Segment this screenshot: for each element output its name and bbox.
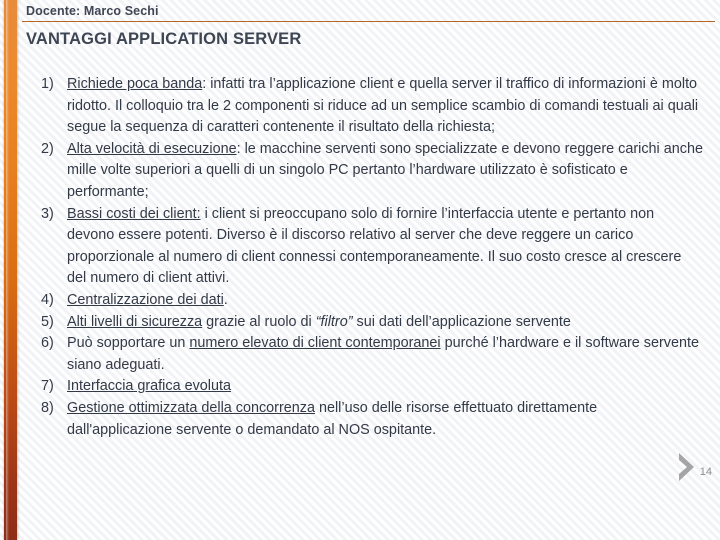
list-marker: 4) <box>41 291 54 308</box>
list-item <box>36 376 704 398</box>
advantages-list <box>36 74 704 441</box>
list-item <box>36 398 704 441</box>
list-item-prefix: Può sopportare un <box>67 335 190 352</box>
teacher-label: Docente: Marco Sechi <box>26 4 159 18</box>
list-item-emphasis: “filtro” <box>315 313 353 330</box>
list-item-text <box>67 312 704 334</box>
list-item <box>36 139 704 204</box>
list-item-body: purché l’hardware e il software servente siano adeguati. <box>67 335 699 373</box>
list-marker: 2) <box>41 140 54 157</box>
list-item-lead: Interfaccia grafica evoluta <box>67 378 231 395</box>
list-marker: 1) <box>41 76 54 92</box>
list-item-text <box>67 139 704 204</box>
list-item-text <box>67 376 704 398</box>
page-title: VANTAGGI APPLICATION SERVER <box>26 30 302 48</box>
list-item-lead: Bassi costi dei client: <box>67 205 201 222</box>
list-item-lead: Gestione ottimizzata della concorrenza <box>67 399 315 416</box>
list-item <box>36 312 704 334</box>
list-item-text <box>67 333 704 376</box>
list-marker: 3) <box>41 205 54 222</box>
list-item-body: . <box>223 291 228 308</box>
list-marker: 7) <box>41 378 54 395</box>
list-item-body: nell’uso delle risorse effettuato direttamente dall'applicazione servente o demandato al NOS ospitante. <box>67 399 598 438</box>
list-item-lead: Alti livelli di sicurezza <box>67 313 203 330</box>
header-divider <box>22 21 715 22</box>
slide-header <box>22 3 716 22</box>
list-item-text <box>67 204 704 290</box>
list-item-body: i client si preoccupano solo di fornire l’interfaccia utente e pertanto non devono essere potenti. Diverso è il discorso relativo al server che deve reggere un carico proporzionale al numero di client connessi contemporaneamente. Il suo costo cresce al crescere del numero di client attivi. <box>67 205 682 287</box>
list-item-lead: Richiede poca banda <box>67 76 203 92</box>
list-item <box>36 333 704 376</box>
list-item-body: sui dati dell’applicazione servente <box>352 313 571 330</box>
list-item <box>36 290 704 312</box>
list-item <box>36 74 704 139</box>
chevron-right-icon[interactable] <box>676 450 698 484</box>
left-accent-bar <box>4 0 17 540</box>
page-number: 14 <box>699 465 712 478</box>
list-item-body: : infatti tra l’applicazione client e quella server il traffico di informazioni è molto ridotto. Il colloquio tra le 2 componenti si riduce ad un semplice scambio di comandi testuali ai quali segue la sequenza di caratteri contenente il risultato della richiesta; <box>67 76 699 136</box>
list-item-text <box>67 290 704 312</box>
footer-navigation <box>676 450 712 484</box>
list-item-mid: grazie al ruolo di <box>202 313 316 330</box>
list-marker: 6) <box>41 335 54 352</box>
list-marker: 8) <box>41 399 54 416</box>
list-item-lead: Centralizzazione dei dati <box>67 291 224 308</box>
list-item <box>36 204 704 290</box>
list-marker: 5) <box>41 313 54 330</box>
list-item-body: : le macchine serventi sono specializzate e devono reggere carichi anche mille volte superiori a quelli di un singolo PC pertanto l’hardware utilizzato è sofisticato e performante; <box>67 140 703 200</box>
list-item-text <box>67 74 704 139</box>
list-item-lead: numero elevato di client contemporanei <box>189 335 441 352</box>
list-item-text <box>67 398 704 441</box>
list-item-lead: Alta velocità di esecuzione <box>67 140 237 157</box>
